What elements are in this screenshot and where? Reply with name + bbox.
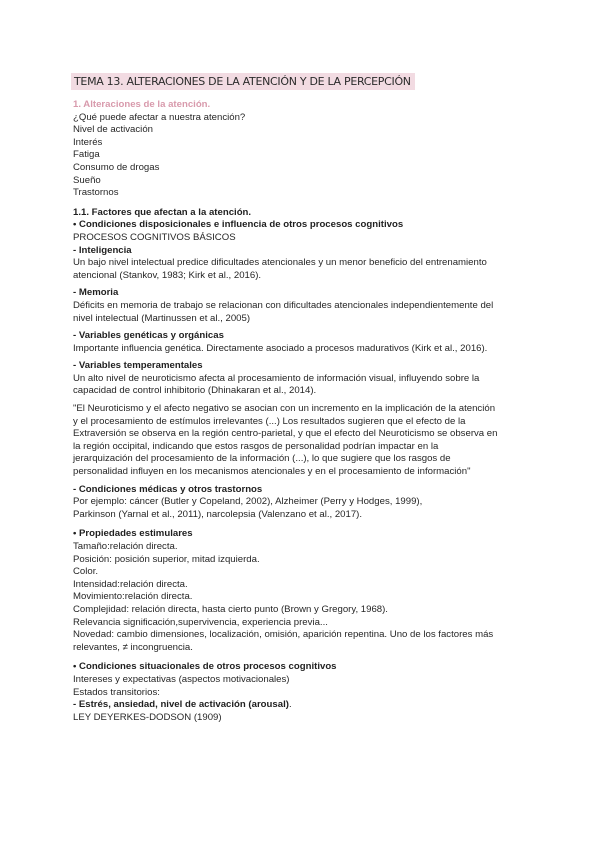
list-item: Trastornos xyxy=(73,187,119,199)
page-title: TEMA 13. ALTERACIONES DE LA ATENCIÓN Y DE LA PERCEPCIÓN xyxy=(71,73,415,90)
factor-heading: • Condiciones situacionales de otros procesos cognitivos xyxy=(73,661,337,673)
list-item: Relevancia significación,supervivencia, experiencia previa... xyxy=(73,616,328,628)
list-item: Movimiento:relación directa. xyxy=(73,591,193,603)
paragraph-line: capacidad de control inhibitorio (Dhinakaran et al., 2014). xyxy=(73,385,317,397)
list-item: Novedad: cambio dimensiones, localización, omisión, aparición repentina. Uno de los factores más xyxy=(73,629,494,641)
paragraph-line: Por ejemplo: cáncer (Butler y Copeland, 2002), Alzheimer (Perry y Hodges, 1999), xyxy=(73,496,423,508)
paragraph-line: LEY DEYERKES-DODSON (1909) xyxy=(73,711,222,723)
list-item: Consumo de drogas xyxy=(73,161,160,173)
factor-title: - Inteligencia xyxy=(73,244,132,256)
factor-title: - Variables genéticas y orgánicas xyxy=(73,330,224,342)
factor-title: - Estrés, ansiedad, nivel de activación (arousal) xyxy=(73,699,289,711)
list-item: Color. xyxy=(73,566,99,578)
factor-title: - Condiciones médicas y otros trastornos xyxy=(73,483,263,495)
paragraph-line: Un alto nivel de neuroticismo afecta al procesamiento de información visual, influyendo sobre la xyxy=(73,372,480,384)
list-item: Sueño xyxy=(73,174,101,186)
quote-line: y el procesamiento de estímulos irrelevantes (...) Los resultados sugieren que el efecto de la xyxy=(73,415,466,427)
paragraph-line: Déficits en memoria de trabajo se relacionan con dificultades atencionales independientemente del xyxy=(73,299,494,311)
quote-line: Extraversión se observa en la región centro-parietal, y que el efecto del Neuroticismo se observa en xyxy=(73,428,498,440)
paragraph-line: Parkinson (Yarnal et al., 2011), narcolepsia (Valenzano et al., 2017). xyxy=(73,508,363,520)
paragraph-line: PROCESOS COGNITIVOS BÁSICOS xyxy=(73,231,236,243)
paragraph-line: nivel intelectual (Martinussen et al., 2005) xyxy=(73,312,251,324)
section-heading: 1. Alteraciones de la atención. xyxy=(73,99,211,110)
paragraph-line: Estados transitorios: xyxy=(73,686,160,698)
list-item: Posición: posición superior, mitad izquierda. xyxy=(73,553,260,565)
subsection-heading: 1.1. Factores que afectan a la atención. xyxy=(73,206,252,218)
list-item: Fatiga xyxy=(73,149,100,161)
list-item: Intensidad:relación directa. xyxy=(73,578,188,590)
paragraph-line: Intereses y expectativas (aspectos motivacionales) xyxy=(73,673,290,685)
quote-line: la región occipital, indicando que estos rasgos de personalidad podrían impactar en la xyxy=(73,440,439,452)
list-item: Tamaño:relación directa. xyxy=(73,541,178,552)
document-body xyxy=(73,99,533,724)
quote-line: "El Neuroticismo y el afecto negativo se asocian con un incremento en la implicación de la atención xyxy=(73,403,496,415)
paragraph-line: Importante influencia genética. Directamente asociado a procesos madurativos (Kirk et al., 2016). xyxy=(73,342,488,354)
quote-line: personalidad influyen en los mecanismos atencionales y en el procesamiento de información" xyxy=(73,466,471,478)
factor-title: - Memoria xyxy=(73,287,119,299)
question-text: ¿Qué puede afectar a nuestra atención? xyxy=(73,111,246,123)
factor-heading: • Condiciones disposicionales e influencia de otros procesos cognitivos xyxy=(73,219,404,231)
list-item: Interés xyxy=(73,136,103,148)
paragraph-line: atencional (Stankov, 1983; Kirk et al., 2016). xyxy=(73,269,262,281)
list-item: Nivel de activación xyxy=(73,124,153,136)
factor-title: - Variables temperamentales xyxy=(73,360,203,372)
factor-title-line xyxy=(73,699,533,712)
title-highlight xyxy=(71,72,415,90)
quote-line: jerarquización del procesamiento de la información (...), lo que sugiere que los rasgos de xyxy=(73,453,451,465)
factor-heading: • Propiedades estimulares xyxy=(73,528,193,540)
period: . xyxy=(288,699,292,711)
list-item: Complejidad: relación directa, hasta cierto punto (Brown y Gregory, 1968). xyxy=(73,603,388,615)
paragraph-line: Un bajo nivel intelectual predice dificultades atencionales y un menor beneficio del entrenamiento xyxy=(73,257,487,269)
list-item: relevantes, ≠ incongruencia. xyxy=(73,641,193,653)
